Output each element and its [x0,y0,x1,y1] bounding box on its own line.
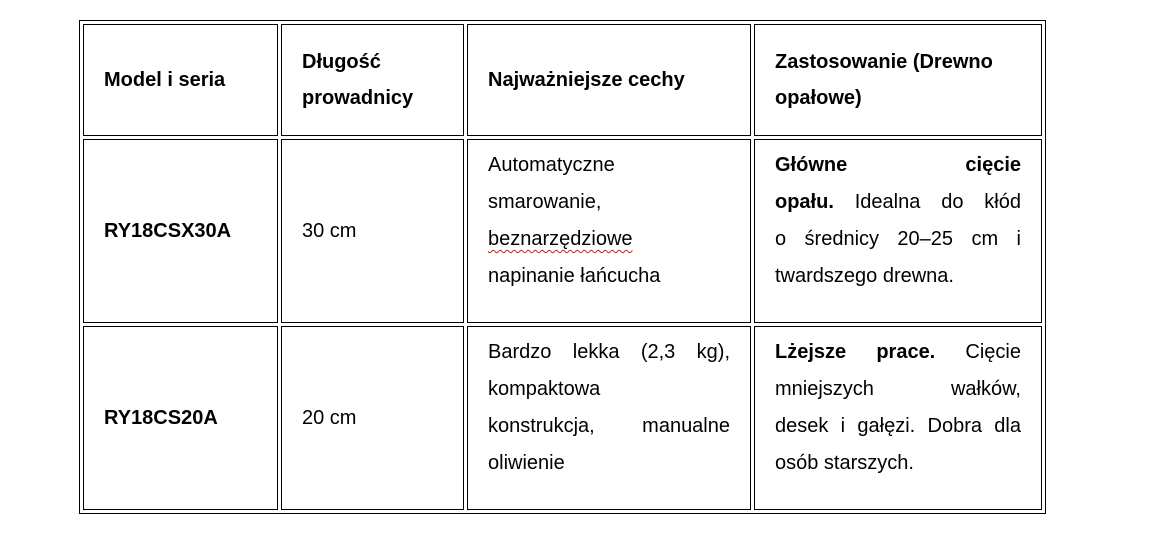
row1-features-line4: napinanie łańcucha [488,265,661,287]
header-model-text: Model i seria [104,69,226,91]
header-length-line1: Długość [302,51,381,73]
header-features-text: Najważniejsze cechy [488,69,685,91]
row1-usage-cell [754,139,1042,323]
header-usage-line1: Zastosowanie (Drewno [775,51,993,73]
row1-usage-line2 [775,184,1021,221]
row2-features-cell [467,326,751,510]
row2-model: RY18CS20A [104,406,218,429]
row2-usage-line4: osób starszych. [775,452,914,474]
row1-features-line1: Automatyczne [488,154,615,176]
header-length [281,24,464,136]
row1-usage-lead-word3: opału. [775,191,834,213]
row1-model-cell [83,139,278,323]
row1-usage-line3: o średnicy 20–25 cm i [775,228,1021,250]
row1-length: 30 cm [302,219,357,242]
row1-usage-line1 [775,147,1021,184]
row2-usage-line2: mniejszych wałków, [775,378,1021,400]
row2-features-line4: oliwienie [488,452,565,474]
table-row [83,139,1042,323]
row2-usage-cell [754,326,1042,510]
row2-features-line3: konstrukcja, manualne [488,415,730,437]
row1-features-line3 [488,221,730,258]
row2-model-cell [83,326,278,510]
row2-features-line2: kompaktowa [488,378,601,400]
row1-features-cell [467,139,751,323]
row2-length: 20 cm [302,406,357,429]
row1-model: RY18CSX30A [104,219,232,242]
row1-features-spell-word: beznarzędziowe [488,228,633,250]
row1-usage-lead-word2: cięcie [965,154,1021,176]
row2-usage-line3: desek i gałęzi. Dobra dla [775,415,1021,437]
row2-length-cell [281,326,464,510]
header-model [83,24,278,136]
row1-usage-rest-line2: Idealna do kłód [833,191,1021,213]
comparison-table [79,20,1046,514]
row2-usage-line1 [775,334,1021,371]
header-usage [754,24,1042,136]
header-usage-line2: opałowe) [775,87,862,109]
row1-usage-lead-word1: Główne [775,154,848,176]
header-features [467,24,751,136]
row1-features-line2: smarowanie, [488,191,602,213]
row2-usage-lead: Lżejsze prace. [775,341,936,363]
table-row [83,326,1042,510]
row1-length-cell [281,139,464,323]
header-length-line2: prowadnicy [302,87,414,109]
row2-usage-rest-line1: Cięcie [935,341,1021,363]
row1-usage-line4: twardszego drewna. [775,265,954,287]
row2-features-line1: Bardzo lekka (2,3 kg), [488,341,730,363]
table-header-row [83,24,1042,136]
